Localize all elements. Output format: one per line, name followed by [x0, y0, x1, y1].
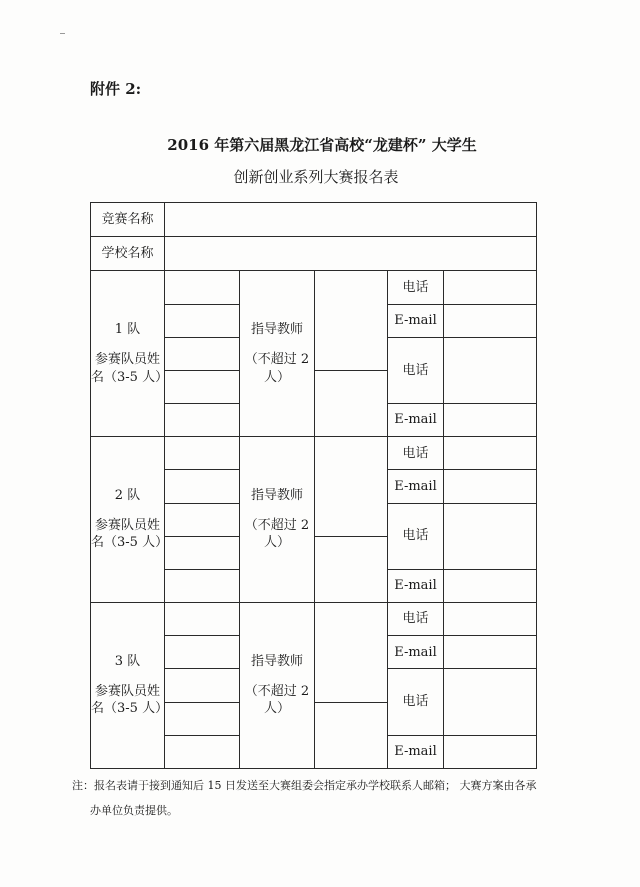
team-1-teacher-1-phone-field[interactable] — [444, 271, 537, 304]
team-2-teacher-2-email-label: E-mail — [388, 569, 444, 602]
team-2-teacher-1-phone-field[interactable] — [444, 437, 537, 470]
team-1-teacher-2-email-field[interactable] — [444, 404, 537, 437]
team-1-label-cell — [91, 271, 169, 437]
team-3-teacher-1-name-field[interactable] — [315, 603, 388, 703]
footnote-line-1: 注：报名表请于接到通知后 15 日发送至大赛组委会指定承办学校联系人邮箱； 大赛方案由各承 — [72, 779, 537, 792]
team-2-label: 2 队 — [114, 488, 141, 504]
footnote — [72, 773, 572, 823]
team-2-teacher-2-email-field[interactable] — [444, 569, 537, 602]
team-1-teacher-label-cell — [240, 271, 315, 437]
team-1-member-field[interactable] — [165, 370, 240, 403]
team-3-teacher-label: 指导教师 — [250, 654, 303, 670]
team-3-member-field[interactable] — [165, 735, 240, 768]
team-3-member-field[interactable] — [165, 636, 240, 669]
team-2-teacher-1-email-field[interactable] — [444, 470, 537, 503]
team-1-teacher-note: （不超过 2 人） — [244, 352, 310, 385]
team-1-teacher-1-email-label: E-mail — [388, 304, 444, 337]
team-2-teacher-label: 指导教师 — [250, 488, 303, 504]
team-2-teacher-label-cell — [240, 437, 315, 603]
team-2-member-field[interactable] — [165, 437, 240, 470]
team-2-teacher-1-name-field[interactable] — [315, 437, 388, 537]
team-2-label-cell — [91, 437, 169, 603]
team-3-teacher-2-email-label: E-mail — [388, 735, 444, 768]
team-3-teacher-1-phone-label: 电话 — [388, 603, 444, 636]
team-2-teacher-2-name-field[interactable] — [315, 536, 388, 602]
team-1-teacher-1-name-field[interactable] — [315, 271, 388, 371]
team-1-label: 1 队 — [114, 322, 141, 338]
team-3-members-label: 参赛队员姓名（3-5 人） — [91, 683, 169, 717]
team-2-member-field[interactable] — [165, 536, 240, 569]
team-2-member-field[interactable] — [165, 470, 240, 503]
team-3-teacher-1-email-label: E-mail — [388, 636, 444, 669]
team-1-teacher-2-email-label: E-mail — [388, 404, 444, 437]
team-3-member-field[interactable] — [165, 669, 240, 702]
team-1-member-field[interactable] — [165, 404, 240, 437]
team-3-teacher-1-email-field[interactable] — [444, 636, 537, 669]
team-3-teacher-2-phone-field[interactable] — [444, 669, 537, 735]
attachment-label: 附件 2: — [90, 80, 142, 98]
team-3-label-cell — [91, 603, 169, 769]
team-1-teacher-2-phone-label: 电话 — [388, 337, 444, 403]
team-3-label: 3 队 — [114, 654, 141, 670]
team-1-teacher-2-name-field[interactable] — [315, 370, 388, 436]
team-3-teacher-2-name-field[interactable] — [315, 702, 388, 768]
team-3-member-field[interactable] — [165, 603, 240, 636]
footnote-line-2: 办单位负责提供。 — [90, 804, 178, 817]
team-1-members-label: 参赛队员姓名（3-5 人） — [91, 352, 169, 385]
team-2-teacher-1-phone-label: 电话 — [388, 437, 444, 470]
team-3-teacher-2-email-field[interactable] — [444, 735, 537, 768]
team-1-member-field[interactable] — [165, 271, 240, 304]
team-1-teacher-1-phone-label: 电话 — [388, 271, 444, 304]
school-name-field[interactable] — [165, 237, 537, 271]
team-1-member-field[interactable] — [165, 304, 240, 337]
registration-form-table — [90, 202, 537, 769]
team-2-member-field[interactable] — [165, 569, 240, 602]
team-1-teacher-2-phone-field[interactable] — [444, 337, 537, 403]
team-2-teacher-1-email-label: E-mail — [388, 470, 444, 503]
team-1-teacher-label: 指导教师 — [250, 322, 303, 338]
school-name-label: 学校名称 — [91, 237, 165, 271]
team-3-teacher-1-phone-field[interactable] — [444, 603, 537, 636]
team-3-teacher-2-phone-label: 电话 — [388, 669, 444, 735]
team-2-teacher-2-phone-field[interactable] — [444, 503, 537, 569]
team-3-teacher-label-cell — [240, 603, 315, 769]
team-2-members-label: 参赛队员姓名（3-5 人） — [91, 517, 169, 551]
team-1-member-field[interactable] — [165, 337, 240, 370]
competition-name-field[interactable] — [165, 203, 537, 237]
team-2-teacher-2-phone-label: 电话 — [388, 503, 444, 569]
competition-name-label: 竞赛名称 — [91, 203, 165, 237]
team-3-member-field[interactable] — [165, 702, 240, 735]
team-3-teacher-note: （不超过 2 人） — [244, 683, 310, 717]
team-2-teacher-note: （不超过 2 人） — [244, 517, 310, 551]
team-2-member-field[interactable] — [165, 503, 240, 536]
team-1-teacher-1-email-field[interactable] — [444, 304, 537, 337]
page-title: 2016 年第六届黑龙江省高校“龙建杯” 大学生 — [167, 136, 477, 154]
page-subtitle: 创新创业系列大赛报名表 — [233, 168, 399, 186]
scan-mark — [60, 33, 65, 34]
